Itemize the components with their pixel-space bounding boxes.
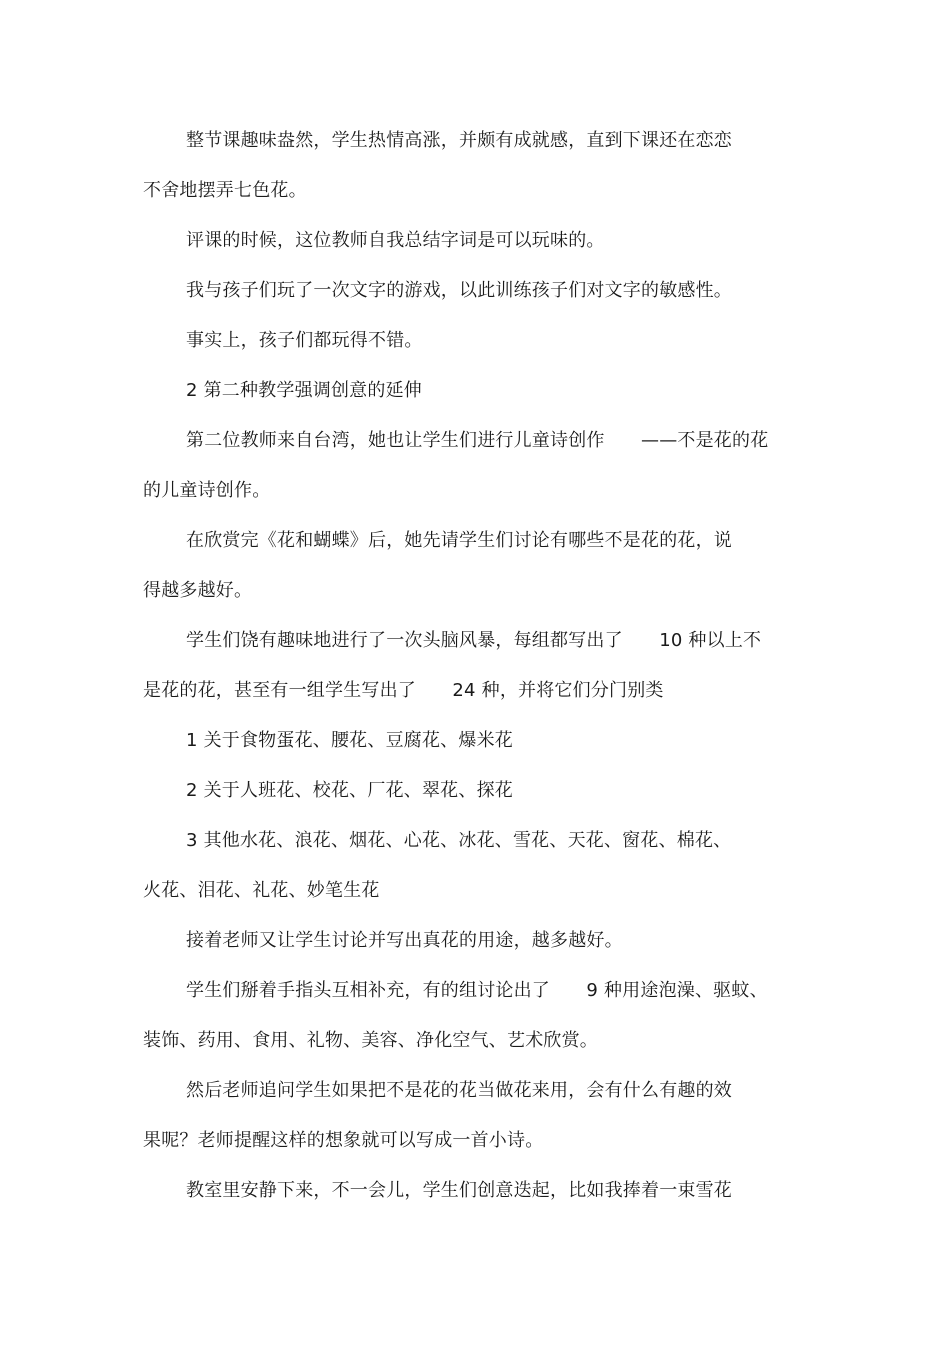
paragraph-line: 学生们饶有趣味地进行了一次头脑风暴，每组都写出了 10 种以上不 bbox=[186, 630, 762, 651]
paragraph-line: 我与孩子们玩了一次文字的游戏，以此训练孩子们对文字的敏感性。 bbox=[186, 280, 732, 301]
paragraph-line: 的儿童诗创作。 bbox=[143, 480, 271, 501]
paragraph-line: 在欣赏完《花和蝴蝶》后，她先请学生们讨论有哪些不是花的花，说 bbox=[186, 530, 732, 551]
paragraph-line: 第二位教师来自台湾，她也让学生们进行儿童诗创作 ——不是花的花 bbox=[186, 430, 769, 451]
paragraph-line: 事实上，孩子们都玩得不错。 bbox=[186, 330, 423, 351]
paragraph-line: 是花的花，甚至有一组学生写出了 24 种，并将它们分门别类 bbox=[143, 680, 664, 701]
list-item: 1 关于食物蛋花、腰花、豆腐花、爆米花 bbox=[186, 730, 513, 751]
list-item: 2 关于人班花、校花、厂花、翠花、探花 bbox=[186, 780, 513, 801]
section-heading: 2 第二种教学强调创意的延伸 bbox=[186, 380, 422, 401]
paragraph-line: 装饰、药用、食用、礼物、美容、净化空气、艺术欣赏。 bbox=[143, 1030, 598, 1051]
paragraph-line: 学生们掰着手指头互相补充，有的组讨论出了 9 种用途泡澡、驱蚊、 bbox=[186, 980, 768, 1001]
list-item: 3 其他水花、浪花、烟花、心花、冰花、雪花、天花、窗花、棉花、 bbox=[186, 830, 732, 851]
paragraph-line: 不舍地摆弄七色花。 bbox=[143, 180, 307, 201]
paragraph-line: 果呢？老师提醒这样的想象就可以写成一首小诗。 bbox=[143, 1130, 544, 1151]
list-item-continuation: 火花、泪花、礼花、妙笔生花 bbox=[143, 880, 380, 901]
paragraph-line: 评课的时候，这位教师自我总结字词是可以玩味的。 bbox=[186, 230, 605, 251]
paragraph-line: 得越多越好。 bbox=[143, 580, 253, 601]
paragraph-line: 接着老师又让学生讨论并写出真花的用途，越多越好。 bbox=[186, 930, 623, 951]
paragraph-line: 教室里安静下来，不一会儿，学生们创意迭起，比如我捧着一束雪花 bbox=[186, 1180, 732, 1201]
paragraph-line: 整节课趣味盎然，学生热情高涨，并颇有成就感，直到下课还在恋恋 bbox=[186, 130, 732, 151]
paragraph-line: 然后老师追问学生如果把不是花的花当做花来用，会有什么有趣的效 bbox=[186, 1080, 732, 1101]
